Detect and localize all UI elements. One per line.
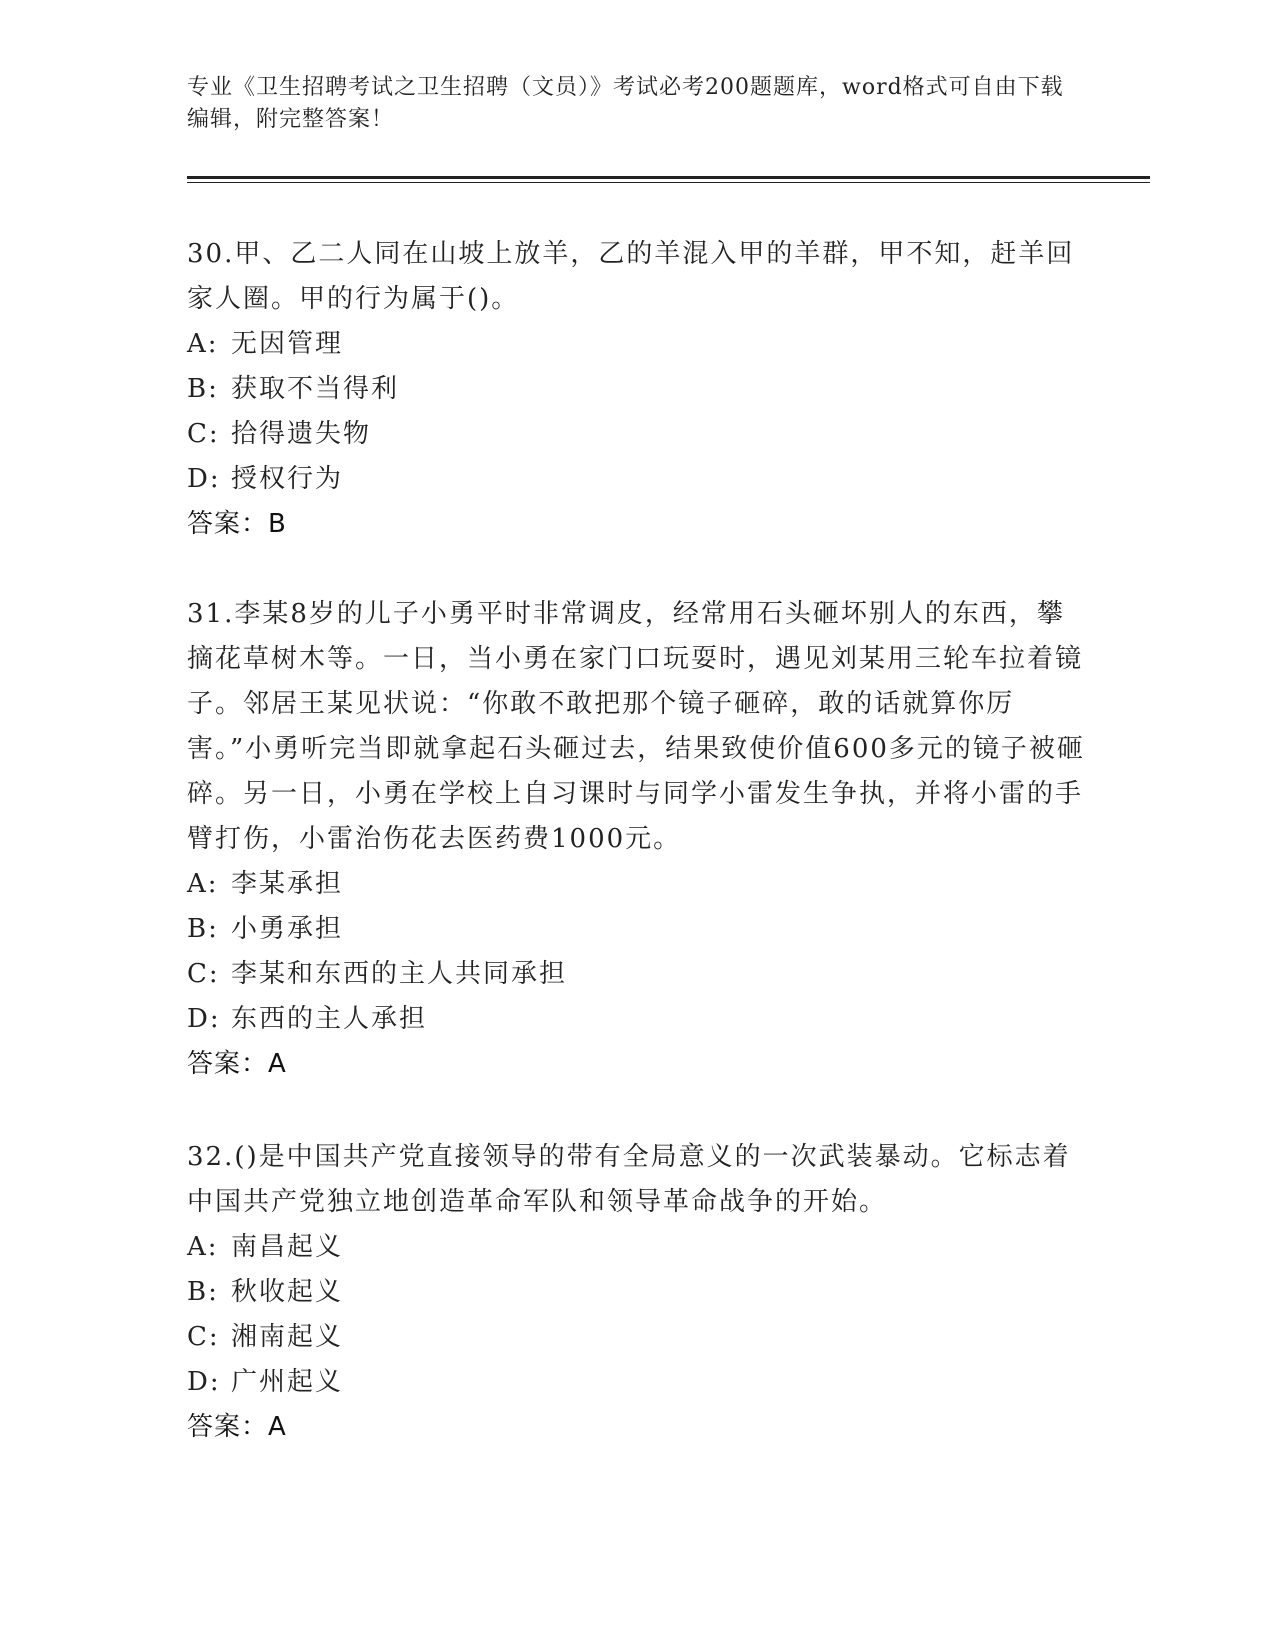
question-30: [187, 232, 1087, 547]
option-b: [187, 1270, 1087, 1315]
question-31: [187, 592, 1087, 1087]
option-text: 李某承担: [231, 869, 344, 899]
option-c: [187, 952, 1087, 997]
option-letter: D:: [187, 464, 221, 494]
option-letter: D:: [187, 1367, 221, 1397]
option-a: [187, 1225, 1087, 1270]
option-letter: C:: [187, 1322, 220, 1352]
option-text: 无因管理: [231, 329, 344, 359]
option-b: [187, 367, 1087, 412]
option-letter: C:: [187, 419, 220, 449]
option-text: 湘南起义: [231, 1322, 344, 1352]
question-stem: 30.甲、乙二人同在山坡上放羊，乙的羊混入甲的羊群，甲不知，赶羊回家人圈。甲的行为属于()。: [187, 239, 1075, 314]
option-text: 授权行为: [231, 464, 344, 494]
question-32: [187, 1135, 1087, 1450]
option-c: [187, 412, 1087, 457]
option-letter: A:: [187, 329, 219, 359]
option-letter: B:: [187, 374, 219, 404]
option-text: 拾得遗失物: [231, 419, 372, 449]
option-d: [187, 457, 1087, 502]
option-d: [187, 997, 1087, 1042]
option-letter: D:: [187, 1004, 221, 1034]
answer-line: 答案：A: [187, 1049, 287, 1079]
option-text: 秋收起义: [231, 1277, 344, 1307]
header-divider-thick: [187, 176, 1150, 179]
option-text: 南昌起义: [231, 1232, 344, 1262]
document-header: 专业《卫生招聘考试之卫生招聘（文员）》考试必考200题题库，word格式可自由下载编辑，附完整答案！: [187, 75, 1064, 132]
answer-line: 答案：A: [187, 1412, 287, 1442]
option-text: 广州起义: [231, 1367, 344, 1397]
option-c: [187, 1315, 1087, 1360]
option-letter: B:: [187, 1277, 219, 1307]
option-text: 获取不当得利: [231, 374, 400, 404]
option-text: 小勇承担: [231, 914, 344, 944]
option-letter: A:: [187, 869, 219, 899]
option-letter: B:: [187, 914, 219, 944]
header-divider-thin: [187, 182, 1150, 183]
option-a: [187, 862, 1087, 907]
option-letter: A:: [187, 1232, 219, 1262]
option-text: 东西的主人承担: [231, 1004, 428, 1034]
option-letter: C:: [187, 959, 220, 989]
option-b: [187, 907, 1087, 952]
option-a: [187, 322, 1087, 367]
option-text: 李某和东西的主人共同承担: [231, 959, 568, 989]
answer-line: 答案：B: [187, 509, 287, 539]
question-stem: 32.()是中国共产党直接领导的带有全局意义的一次武装暴动。它标志着中国共产党独立地创造革命军队和领导革命战争的开始。: [187, 1142, 1071, 1217]
question-stem: 31.李某8岁的儿子小勇平时非常调皮，经常用石头砸坏别人的东西，攀摘花草树木等。一日，当小勇在家门口玩耍时，遇见刘某用三轮车拉着镜子。邻居王某见状说：“你敢不敢把那个镜子砸碎，敢的话就算你厉害。”小勇听完当即就拿起石头砸过去，结果致使价值600多元的镜子被砸碎。另一日，小勇在学校上自习课时与同学小雷发生争执，并将小雷的手臂打伤，小雷治伤花去医药费1000元。: [187, 599, 1085, 854]
option-d: [187, 1360, 1087, 1405]
